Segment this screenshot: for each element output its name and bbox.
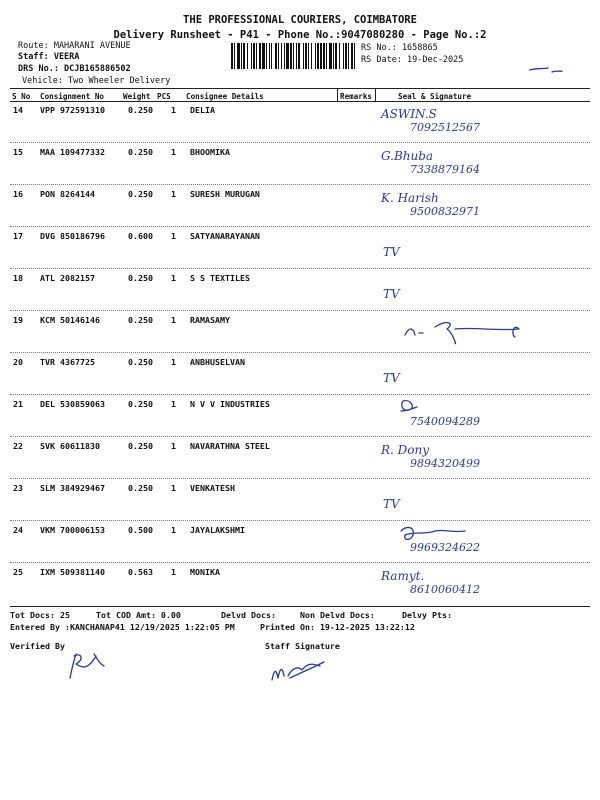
row-consignee: ANBHUSELVAN: [190, 357, 245, 367]
row-divider: [10, 562, 590, 563]
row-divider: [10, 478, 590, 479]
row-consignment-no: TVR 4367725: [40, 357, 95, 367]
verified-by: Verified By: [10, 641, 65, 651]
signature-phone: 7338879164: [410, 163, 480, 176]
row-sno: 14: [13, 105, 23, 115]
signature-name: TV: [383, 371, 400, 385]
signature-phone: 9500832971: [410, 205, 480, 218]
row-sno: 20: [13, 357, 23, 367]
row-pcs: 1: [171, 357, 176, 367]
company-name: THE PROFESSIONAL COURIERS, COIMBATORE: [183, 14, 417, 26]
row-consignee: RAMASAMY: [190, 315, 230, 325]
signature-scribble: [395, 397, 555, 433]
signature-name: K. Harish: [381, 191, 439, 205]
row-weight: 0.250: [128, 147, 153, 157]
staff: Staff: VEERA: [18, 52, 80, 62]
row-divider: [10, 310, 590, 311]
signature-name: TV: [383, 287, 400, 301]
row-weight: 0.250: [128, 399, 153, 409]
col-consignment: Consignment No: [40, 92, 105, 101]
signature-name: TV: [383, 245, 400, 259]
header-mark: [528, 60, 564, 76]
drs-number: DRS No.: DCJB165886502: [18, 64, 131, 74]
delivered-docs: Delvd Docs:: [221, 610, 276, 620]
printed-on: Printed On: 19-12-2025 13:22:12: [260, 622, 415, 632]
row-weight: 0.250: [128, 273, 153, 283]
col-weight: Weight: [123, 92, 151, 101]
signature-name: ASWIN.S: [381, 107, 437, 121]
row-weight: 0.250: [128, 483, 153, 493]
signature-name: TV: [383, 497, 400, 511]
row-pcs: 1: [171, 399, 176, 409]
seal-divider: [375, 88, 376, 101]
row-sno: 23: [13, 483, 23, 493]
row-pcs: 1: [171, 315, 176, 325]
row-pcs: 1: [171, 105, 176, 115]
row-sno: 18: [13, 273, 23, 283]
total-docs: Tot Docs: 25: [10, 610, 70, 620]
row-consignment-no: DEL 530859063: [40, 399, 105, 409]
row-consignee: N V V INDUSTRIES: [190, 399, 270, 409]
row-consignee: DELIA: [190, 105, 215, 115]
signature-phone: 9969324622: [410, 541, 480, 554]
signature-phone: 7540094289: [410, 415, 480, 428]
col-sno: S No: [12, 92, 31, 101]
row-consignee: SATYANARAYANAN: [190, 231, 260, 241]
signature-scribble: [395, 523, 555, 559]
row-consignment-no: IXM 509381140: [40, 567, 105, 577]
row-pcs: 1: [171, 441, 176, 451]
row-pcs: 1: [171, 525, 176, 535]
verified-signature: [60, 650, 110, 682]
rs-date: RS Date: 19-Dec-2025: [361, 55, 464, 65]
staff-signature: Staff Signature: [265, 641, 340, 651]
signature-phone: 8610060412: [410, 583, 480, 596]
row-divider: [10, 268, 590, 269]
table-top-border: [10, 88, 590, 89]
signature-name: R. Dony: [381, 443, 430, 457]
col-consignee: Consignee Details: [186, 92, 264, 101]
row-divider: [10, 436, 590, 437]
row-weight: 0.250: [128, 315, 153, 325]
runsheet-title: Delivery Runsheet - P41 - Phone No.:9047080280 - Page No.:2: [113, 29, 487, 41]
row-weight: 0.250: [128, 105, 153, 115]
row-weight: 0.563: [128, 567, 153, 577]
col-remarks: Remarks: [340, 92, 373, 101]
route: Route: MAHARANI AVENUE: [18, 41, 131, 51]
signature-name: G.Bhuba: [381, 149, 434, 163]
row-sno: 15: [13, 147, 23, 157]
row-consignment-no: VKM 700006153: [40, 525, 105, 535]
row-divider: [10, 394, 590, 395]
row-consignment-no: KCM 50146146: [40, 315, 100, 325]
row-sno: 25: [13, 567, 23, 577]
row-consignment-no: SVK 60611830: [40, 441, 100, 451]
row-divider: [10, 184, 590, 185]
total-cod: Tot COD Amt: 0.00: [96, 610, 181, 620]
row-pcs: 1: [171, 147, 176, 157]
row-consignment-no: MAA 109477332: [40, 147, 105, 157]
delivery-points: Delvy Pts:: [402, 610, 452, 620]
row-divider: [10, 226, 590, 227]
row-consignee: S S TEXTILES: [190, 273, 250, 283]
row-pcs: 1: [171, 483, 176, 493]
row-consignment-no: SLM 384929467: [40, 483, 105, 493]
row-weight: 0.250: [128, 189, 153, 199]
signature-phone: 7092512567: [410, 121, 480, 134]
row-consignee: VENKATESH: [190, 483, 235, 493]
entered-by: Entered By :KANCHANAP41 12/19/2025 1:22:05 PM: [10, 622, 235, 632]
row-divider: [10, 352, 590, 353]
row-consignment-no: PON 8264144: [40, 189, 95, 199]
row-divider: [10, 142, 590, 143]
signature-name: Ramyt.: [381, 569, 425, 583]
row-divider: [10, 520, 590, 521]
row-consignee: MONIKA: [190, 567, 220, 577]
row-consignment-no: DVG 850186796: [40, 231, 105, 241]
non-delivered-docs: Non Delvd Docs:: [300, 610, 375, 620]
row-consignment-no: VPP 972591310: [40, 105, 105, 115]
row-consignee: JAYALAKSHMI: [190, 525, 245, 535]
barcode: [231, 43, 355, 69]
row-weight: 0.250: [128, 357, 153, 367]
row-consignee: NAVARATHNA STEEL: [190, 441, 270, 451]
row-sno: 17: [13, 231, 23, 241]
row-sno: 19: [13, 315, 23, 325]
row-pcs: 1: [171, 231, 176, 241]
col-seal: Seal & Signature: [398, 92, 472, 101]
staff-signature-mark: [268, 652, 348, 686]
row-consignee: BHOOMIKA: [190, 147, 230, 157]
footer-border: [10, 606, 590, 607]
signature-phone: 9894320499: [410, 457, 480, 470]
table-header-border: [10, 101, 590, 102]
row-consignment-no: ATL 2082157: [40, 273, 95, 283]
vehicle: Vehicle: Two Wheeler Delivery: [22, 76, 171, 86]
rs-number: RS No.: 1658865: [361, 43, 438, 53]
row-weight: 0.500: [128, 525, 153, 535]
row-pcs: 1: [171, 567, 176, 577]
remarks-divider: [337, 88, 338, 101]
row-consignee: SURESH MURUGAN: [190, 189, 260, 199]
row-weight: 0.250: [128, 441, 153, 451]
col-pcs: PCS: [157, 92, 171, 101]
row-pcs: 1: [171, 189, 176, 199]
row-sno: 22: [13, 441, 23, 451]
signature-scribble: [395, 313, 555, 349]
row-sno: 21: [13, 399, 23, 409]
row-weight: 0.600: [128, 231, 153, 241]
row-sno: 16: [13, 189, 23, 199]
row-pcs: 1: [171, 273, 176, 283]
row-sno: 24: [13, 525, 23, 535]
